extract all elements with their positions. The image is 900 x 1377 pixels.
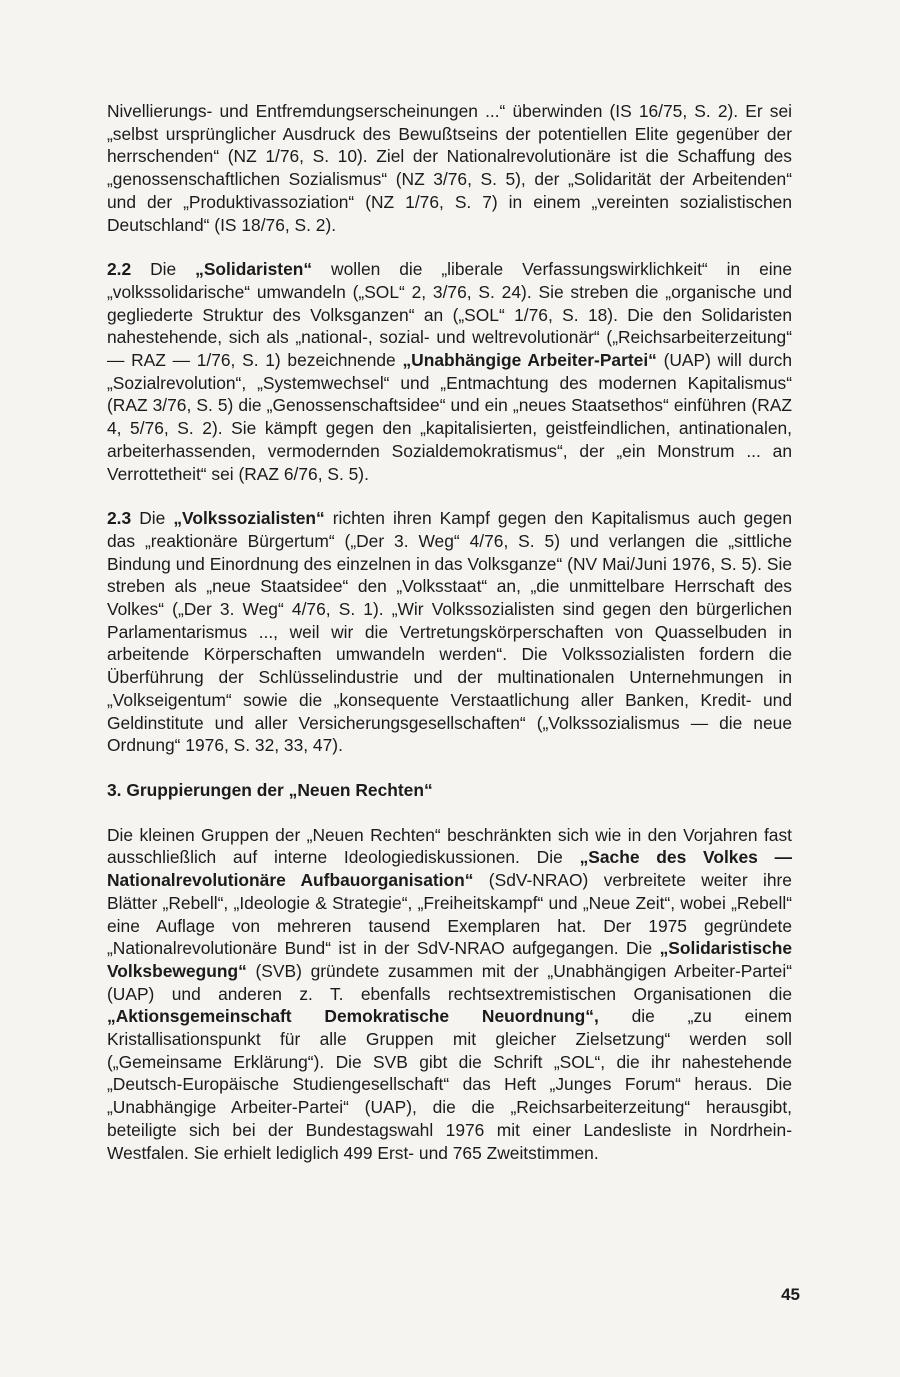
bold-term: „Unabhängige Arbeiter-Partei“ xyxy=(402,350,657,371)
paragraph-text: wollen die „liberale Verfassungswirklichkeit“ in eine „volkssolidarische“ umwandeln („SOL“ 2, 3/76, S. 24). Sie streben die „organische und gegliederte Struktur des Volksganzen“ an („SOL“ 1/76, S. 18). Die den Solidaristen nahestehende, sich als „national-, sozial- und weltrevolutionär“ („Reichsarbeiterzeitung“ — RAZ — 1/76, S. 1) bezeichnende xyxy=(107,259,792,371)
bold-term: „Solidaristen“ xyxy=(195,259,313,280)
bold-term: „Sache des Volkes — Nationalrevolutionäre Aufbauorganisation“ xyxy=(107,847,792,891)
paragraph-text: Die xyxy=(131,508,174,529)
paragraph-gap xyxy=(107,236,792,258)
bold-term: „Volkssozialisten“ xyxy=(173,508,325,529)
bold-term: „Solidaristische Volksbewegung“ xyxy=(107,938,792,981)
paragraph-text: richten ihren Kampf gegen den Kapitalismus auch gegen das „reaktionäre Bürgertum“ („Der 3. Weg“ 4/76, S. 5) und verlangen die „sittliche Bindung und Einordnung des einzelnen in das Volksganze“ (NV Mai/Juni 1976, S. 5). Sie streben als „neue Staatsidee“ den „Volksstaat“ an, „die unmittelbare Herrschaft des Volkes“ („Der 3. Weg“ 4/76, S. 1). „Wir Volkssozialisten sind gegen den bürgerlichen Parlamentarismus ..., weil wir die Vertretungskörperschaften von Quasselbuden in arbeitende Körperschaften umwandeln werden“. Die Volkssozialisten fordern die Überführung der Schlüsselindustrie und der multinationalen Unternehmungen in „Volkseigentum“ sowie die „konsequente Verstaatlichung aller Banken, Kredit- und Geldinstitute und aller Versicherungsgesellschaften“ („Volkssozialismus — die neue Ordnung“ 1976, S. 32, 33, 47). xyxy=(107,508,792,756)
paragraph-text: (UAP) will durch „Sozialrevolution“, „Systemwechsel“ und „Entmachtung des modernen Kapitalismus“ (RAZ 3/76, S. 5) die „Genossenschaftsidee“ und ein „neues Staatsethos“ einführen (RAZ 4, 5/76, S. 2). Sie kämpft gegen den „kapitalisierten, geistfeindlichen, antinationalen, arbeiterhassenden, vermodernden Sozialdemokratismus“, der „ein Monstrum ... an Verrottetheit“ sei (RAZ 6/76, S. 5). xyxy=(107,350,792,484)
body-text xyxy=(107,100,792,1164)
section-number: 2.3 xyxy=(107,508,132,529)
paragraph-text: Die kleinen Gruppen der „Neuen Rechten“ beschränkten sich wie in den Vorjahren fast ausschließlich auf interne Ideologiediskussionen. Die xyxy=(107,824,792,868)
page-number: 45 xyxy=(781,1285,800,1304)
paragraph-text: Die xyxy=(131,259,196,280)
paragraph-text: (SVB) gründete zusammen mit der „Unabhängigen Arbeiter-Partei“ (UAP) und anderen z. T. ebenfalls rechtsextremistischen Organisationen die xyxy=(107,960,792,1004)
paragraph-text: (SdV-NRAO) verbreitete weiter ihre Blätter „Rebell“, „Ideologie & Strategie“, „Freiheitskampf“ und „Neue Zeit“, wobei „Rebell“ eine Auflage von mehreren tausend Exemplaren hat. Der 1975 gegründete „Nationalrevolutionäre Bund“ ist in der SdV-NRAO aufgegangen. Die xyxy=(107,870,792,959)
paragraph-solidaristen xyxy=(107,258,792,485)
bold-term: „Aktionsgemeinschaft Demokratische Neuordnung“, xyxy=(107,1006,599,1027)
paragraph-nationalrevolutionaere xyxy=(107,100,792,236)
section-number: 2.2 xyxy=(107,259,132,280)
paragraph-volkssozialisten xyxy=(107,507,792,757)
paragraph-gap xyxy=(107,757,792,779)
paragraph-gap xyxy=(107,802,792,824)
paragraph-text: die „zu einem Kristallisationspunkt für alle Gruppen mit gleicher Zielsetzung“ werden soll („Gemeinsame Erklärung“). Die SVB gibt die Schrift „SOL“, die ihr nahestehende „Deutsch-Europäische Studiengesellschaft“ das Heft „Junges Forum“ heraus. Die „Unabhängige Arbeiter-Partei“ (UAP), die die „Reichsarbeiterzeitung“ herausgibt, beteiligte sich bei der Bundestagswahl 1976 mit einer Landesliste in Nordrhein-Westfalen. Sie erhielt lediglich 499 Erst- und 765 Zweitstimmen. xyxy=(107,1006,792,1163)
section-heading: 3. Gruppierungen der „Neuen Rechten“ xyxy=(107,779,433,800)
paragraph-neue-rechte xyxy=(107,824,792,1165)
paragraph-gap xyxy=(107,485,792,507)
paragraph-text: Nivellierungs- und Entfremdungserscheinungen ...“ überwinden (IS 16/75, S. 2). Er sei „selbst ursprünglicher Ausdruck des Bewußtseins der potentiellen Elite gegenüber der herrschenden“ (NZ 1/76, S. 10). Ziel der Nationalrevolutionäre ist die Schaffung des „genossenschaftlichen Sozialismus“ (NZ 3/76, S. 5), der „Solidarität der Arbeitenden“ und der „Produktivassoziation“ (NZ 1/76, S. 7) in einem „vereinten sozialistischen Deutschland“ (IS 18/76, S. 2). xyxy=(107,101,792,235)
